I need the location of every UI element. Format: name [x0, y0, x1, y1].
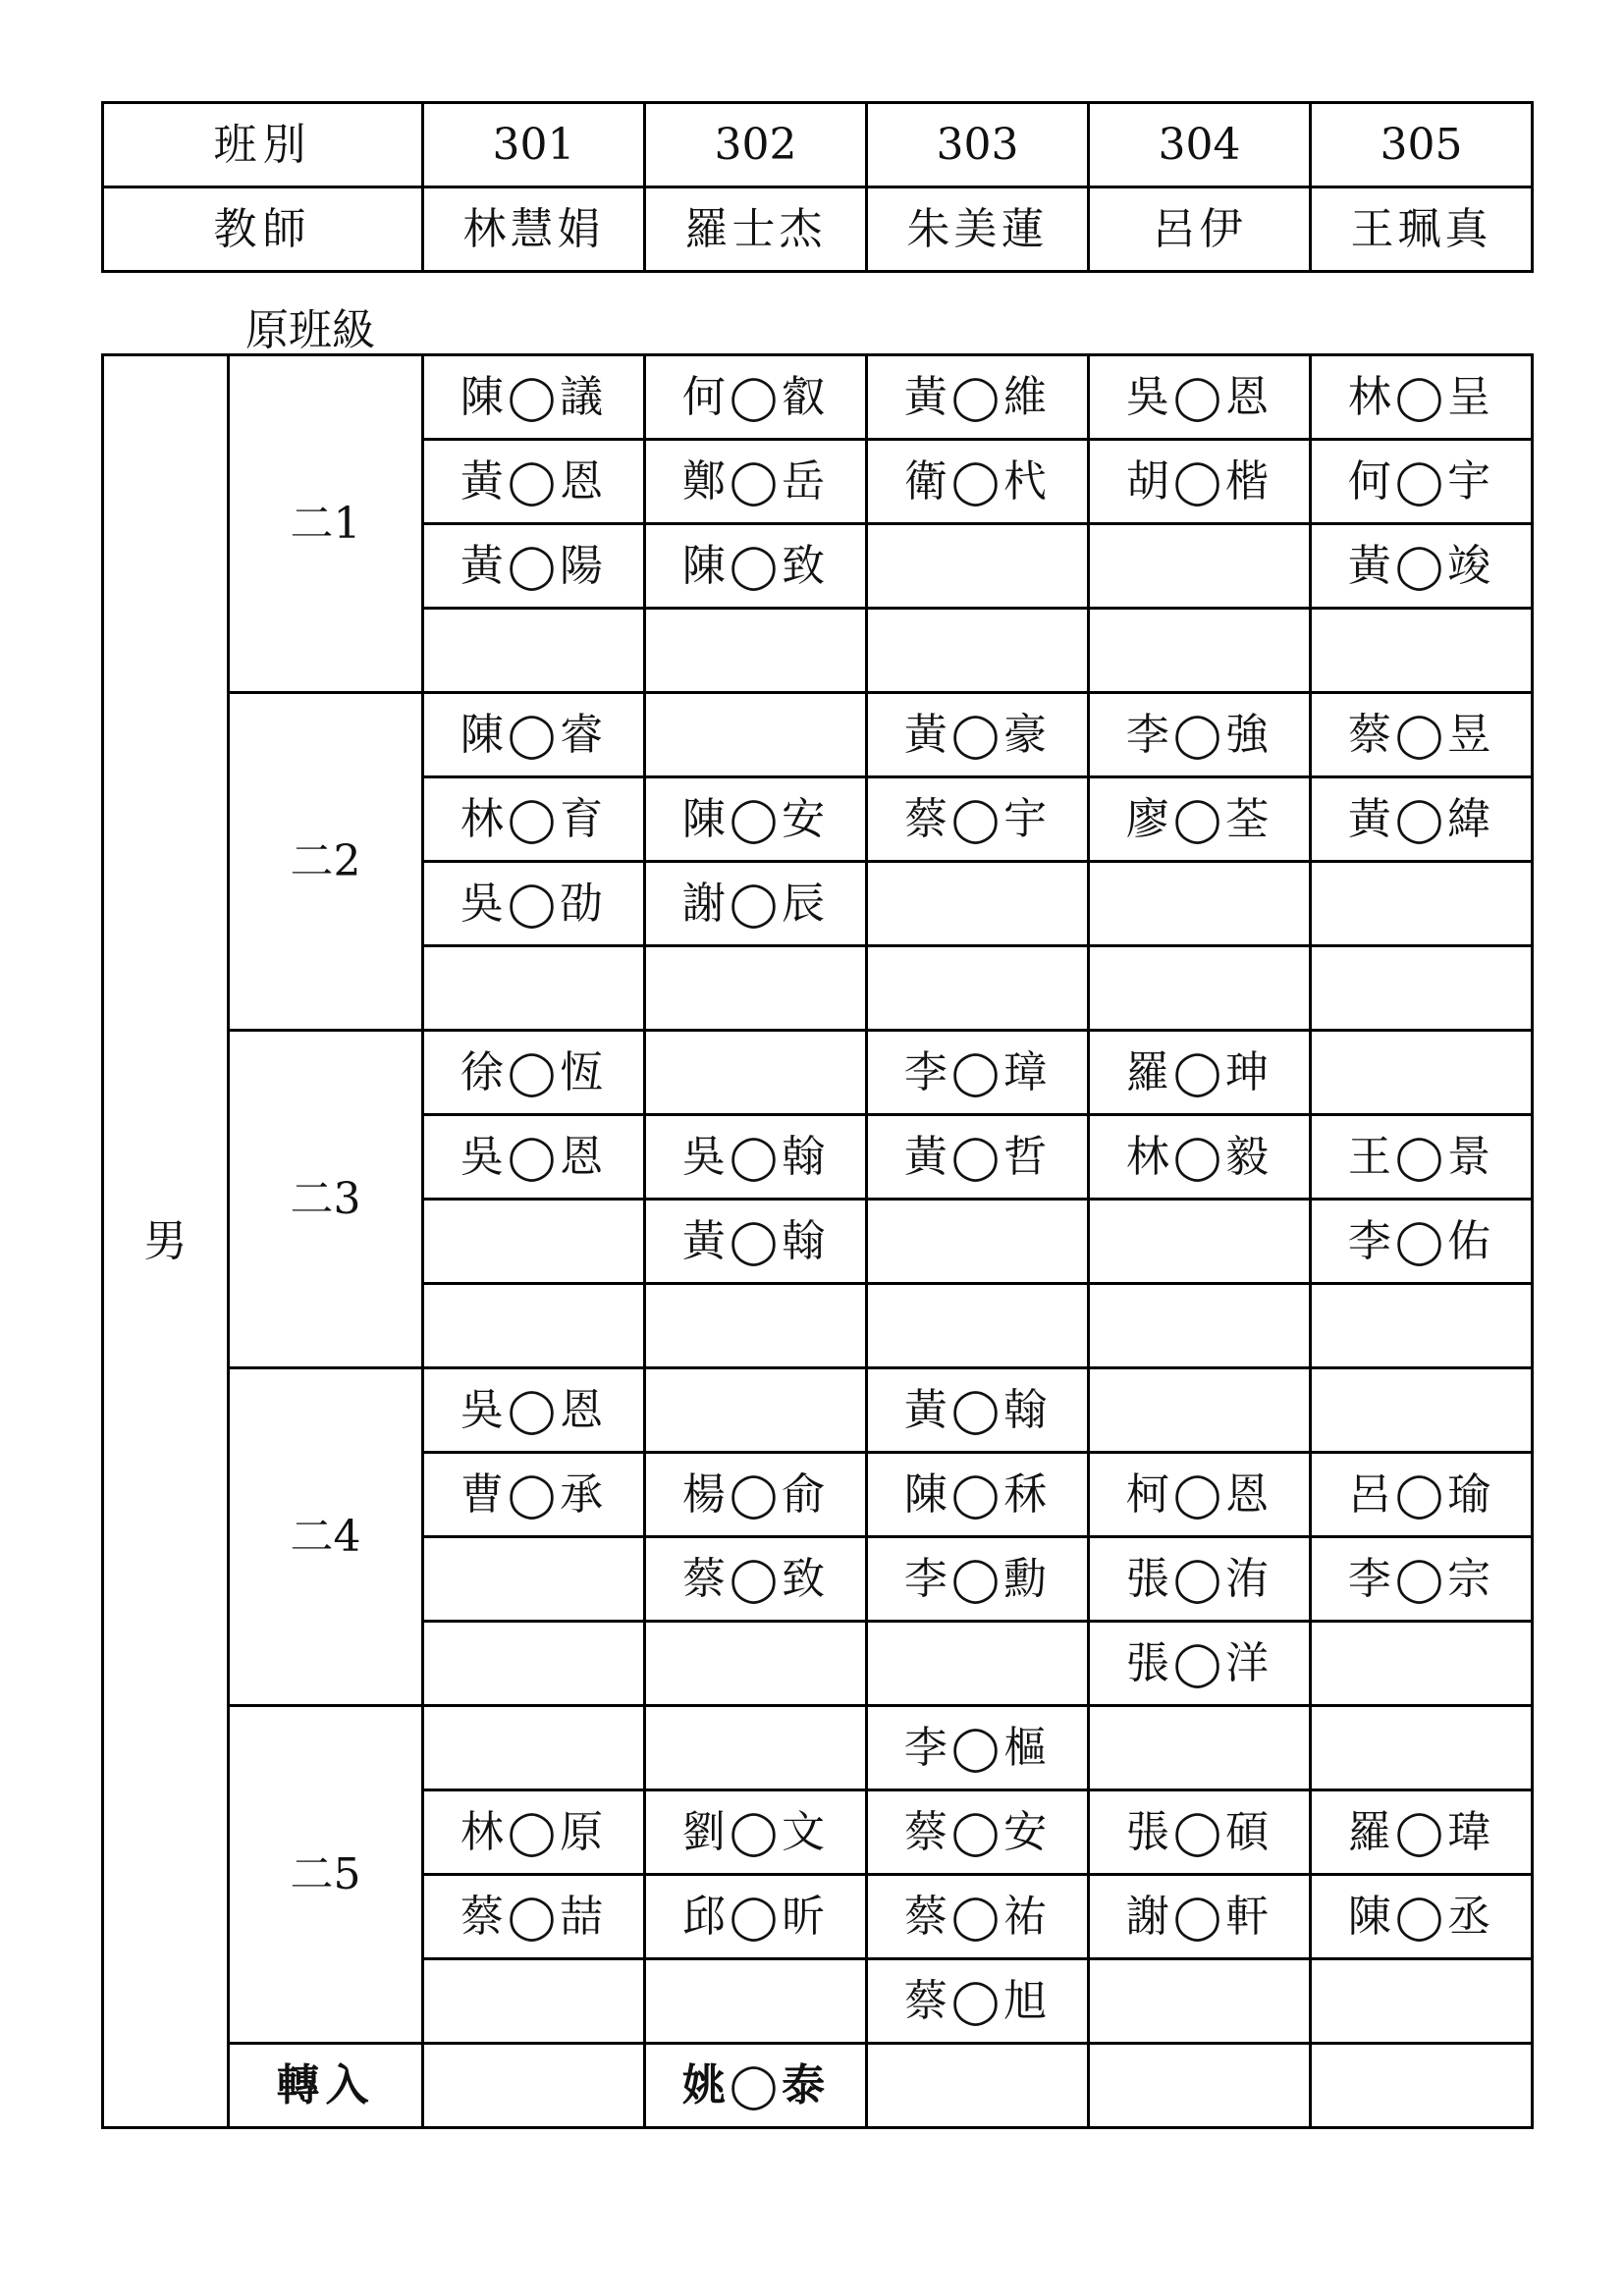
- student-cell: [645, 693, 867, 777]
- original-class-label: 二4: [229, 1368, 423, 1706]
- student-cell: [1311, 1622, 1533, 1706]
- student-cell: 陳◯丞: [1311, 1875, 1533, 1959]
- student-cell: 吳◯恩: [423, 1368, 645, 1453]
- student-cell: 黃◯緯: [1311, 777, 1533, 862]
- student-cell: 羅◯珅: [1089, 1031, 1311, 1115]
- transfer-student-cell: [1311, 2044, 1533, 2128]
- student-cell: [1089, 1368, 1311, 1453]
- student-cell: 謝◯軒: [1089, 1875, 1311, 1959]
- class-302: 302: [645, 103, 867, 187]
- student-cell: 何◯宇: [1311, 440, 1533, 524]
- student-cell: [867, 609, 1089, 693]
- student-cell: [1311, 1368, 1533, 1453]
- student-cell: [1311, 1031, 1533, 1115]
- student-cell: [423, 1959, 645, 2044]
- student-cell: [1089, 1706, 1311, 1790]
- teacher-305: 王珮真: [1311, 187, 1533, 272]
- student-cell: [1089, 862, 1311, 946]
- teacher-row: [103, 187, 1533, 272]
- student-cell: [645, 1284, 867, 1368]
- teacher-302: 羅士杰: [645, 187, 867, 272]
- student-cell: [645, 1622, 867, 1706]
- student-cell: 黃◯翰: [867, 1368, 1089, 1453]
- student-cell: 柯◯恩: [1089, 1453, 1311, 1537]
- student-cell: 李◯佑: [1311, 1200, 1533, 1284]
- student-cell: [1311, 1959, 1533, 2044]
- student-cell: 蔡◯宇: [867, 777, 1089, 862]
- student-cell: 邱◯昕: [645, 1875, 867, 1959]
- class-301: 301: [423, 103, 645, 187]
- original-class-label: 二2: [229, 693, 423, 1031]
- student-cell: [867, 1200, 1089, 1284]
- student-cell: [1089, 946, 1311, 1031]
- student-cell: 林◯原: [423, 1790, 645, 1875]
- table-row: [103, 355, 1533, 440]
- student-cell: [645, 1368, 867, 1453]
- student-cell: [1311, 1284, 1533, 1368]
- student-cell: [1311, 1706, 1533, 1790]
- student-cell: 羅◯瑋: [1311, 1790, 1533, 1875]
- student-cell: 黃◯哲: [867, 1115, 1089, 1200]
- student-cell: 李◯璋: [867, 1031, 1089, 1115]
- student-cell: 劉◯文: [645, 1790, 867, 1875]
- table-row: [103, 1368, 1533, 1453]
- student-cell: 蔡◯致: [645, 1537, 867, 1622]
- student-cell: 陳◯致: [645, 524, 867, 609]
- student-cell: [423, 1537, 645, 1622]
- transfer-student-cell: 姚◯泰: [645, 2044, 867, 2128]
- student-cell: [645, 609, 867, 693]
- table-row: [103, 693, 1533, 777]
- student-cell: 張◯洧: [1089, 1537, 1311, 1622]
- student-cell: 何◯叡: [645, 355, 867, 440]
- student-cell: [1311, 609, 1533, 693]
- table-row: [103, 1031, 1533, 1115]
- student-cell: 謝◯辰: [645, 862, 867, 946]
- student-cell: [867, 862, 1089, 946]
- student-cell: [423, 1622, 645, 1706]
- student-cell: 黃◯恩: [423, 440, 645, 524]
- student-cell: [423, 946, 645, 1031]
- student-cell: 林◯呈: [1311, 355, 1533, 440]
- student-cell: [1311, 946, 1533, 1031]
- student-cell: [867, 946, 1089, 1031]
- transfer-student-cell: [423, 2044, 645, 2128]
- student-cell: 陳◯睿: [423, 693, 645, 777]
- student-cell: 蔡◯喆: [423, 1875, 645, 1959]
- teacher-301: 林慧娟: [423, 187, 645, 272]
- transfer-student-cell: [1089, 2044, 1311, 2128]
- student-cell: 吳◯恩: [423, 1115, 645, 1200]
- student-cell: 陳◯安: [645, 777, 867, 862]
- student-cell: [423, 1200, 645, 1284]
- student-cell: 吳◯恩: [1089, 355, 1311, 440]
- student-cell: 鄭◯岳: [645, 440, 867, 524]
- class-303: 303: [867, 103, 1089, 187]
- student-cell: 蔡◯祐: [867, 1875, 1089, 1959]
- student-cell: [423, 609, 645, 693]
- original-class-label: 二1: [229, 355, 423, 693]
- original-class-caption: 原班級: [245, 305, 375, 355]
- student-cell: 曹◯承: [423, 1453, 645, 1537]
- student-cell: 陳◯議: [423, 355, 645, 440]
- student-cell: 李◯宗: [1311, 1537, 1533, 1622]
- class-row: [103, 103, 1533, 187]
- student-cell: 黃◯陽: [423, 524, 645, 609]
- student-cell: [423, 1284, 645, 1368]
- table-row: [103, 1706, 1533, 1790]
- student-cell: 黃◯維: [867, 355, 1089, 440]
- student-cell: 楊◯俞: [645, 1453, 867, 1537]
- student-cell: 李◯樞: [867, 1706, 1089, 1790]
- student-cell: 林◯毅: [1089, 1115, 1311, 1200]
- student-cell: 張◯碩: [1089, 1790, 1311, 1875]
- student-roster-table: [101, 353, 1534, 2129]
- student-cell: 張◯洋: [1089, 1622, 1311, 1706]
- student-cell: [645, 1031, 867, 1115]
- student-cell: [645, 1959, 867, 2044]
- student-cell: 蔡◯旭: [867, 1959, 1089, 2044]
- class-teacher-table: [101, 101, 1534, 273]
- gender-label: 男: [103, 355, 229, 2128]
- original-class-label: 二5: [229, 1706, 423, 2044]
- student-cell: 李◯勳: [867, 1537, 1089, 1622]
- student-cell: [1089, 1959, 1311, 2044]
- student-cell: 吳◯劭: [423, 862, 645, 946]
- transfer-label: 轉入: [229, 2044, 423, 2128]
- student-cell: 胡◯楷: [1089, 440, 1311, 524]
- roster-body: [103, 355, 1533, 2128]
- student-cell: 黃◯翰: [645, 1200, 867, 1284]
- student-cell: 黃◯竣: [1311, 524, 1533, 609]
- student-cell: 廖◯荃: [1089, 777, 1311, 862]
- teacher-303: 朱美蓮: [867, 187, 1089, 272]
- student-cell: [1089, 524, 1311, 609]
- student-cell: 李◯強: [1089, 693, 1311, 777]
- student-cell: 呂◯瑜: [1311, 1453, 1533, 1537]
- class-304: 304: [1089, 103, 1311, 187]
- class-label: 班別: [103, 103, 423, 187]
- student-cell: 黃◯豪: [867, 693, 1089, 777]
- class-305: 305: [1311, 103, 1533, 187]
- teacher-label: 教師: [103, 187, 423, 272]
- student-cell: [867, 1284, 1089, 1368]
- student-cell: [867, 1622, 1089, 1706]
- teacher-304: 呂伊: [1089, 187, 1311, 272]
- student-cell: [645, 946, 867, 1031]
- student-cell: [423, 1706, 645, 1790]
- transfer-row: [103, 2044, 1533, 2128]
- student-cell: 蔡◯安: [867, 1790, 1089, 1875]
- student-cell: [1089, 1284, 1311, 1368]
- original-class-label: 二3: [229, 1031, 423, 1368]
- student-cell: [867, 524, 1089, 609]
- student-cell: 衛◯杙: [867, 440, 1089, 524]
- transfer-student-cell: [867, 2044, 1089, 2128]
- student-cell: [1311, 862, 1533, 946]
- student-cell: [1089, 609, 1311, 693]
- student-cell: [1089, 1200, 1311, 1284]
- student-cell: 陳◯秝: [867, 1453, 1089, 1537]
- student-cell: 林◯育: [423, 777, 645, 862]
- student-cell: [645, 1706, 867, 1790]
- student-cell: 徐◯恆: [423, 1031, 645, 1115]
- student-cell: 王◯景: [1311, 1115, 1533, 1200]
- student-cell: 吳◯翰: [645, 1115, 867, 1200]
- student-cell: 蔡◯昱: [1311, 693, 1533, 777]
